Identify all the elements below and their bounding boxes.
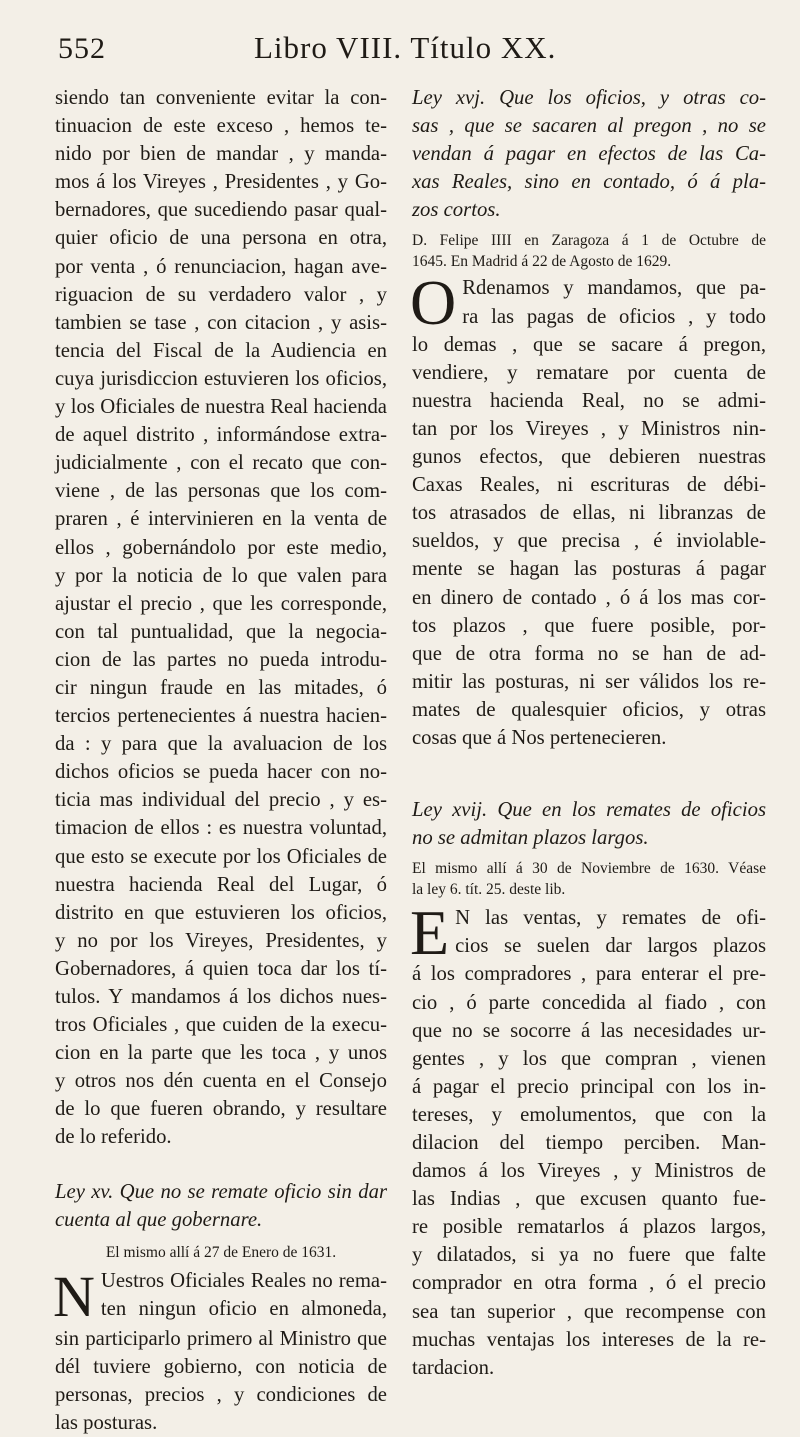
- text-line: Ley xvj. Que los oficios, y otras co-: [412, 87, 766, 109]
- text-line: á pagar el precio principal con los in-: [412, 1075, 766, 1098]
- text-line: tros Oficiales , que cuiden de la execu-: [55, 1014, 387, 1037]
- text-line: zos cortos.: [412, 199, 501, 222]
- law-15-title: [55, 1178, 387, 1234]
- text-line: Uestros Oficiales Reales no rema-: [100, 1269, 387, 1292]
- text-line: Rdenamos y mandamos, que pa-: [462, 277, 766, 300]
- text-line: en dinero de contado , ó á los mas cor-: [412, 586, 766, 609]
- text-line: tencia del Fiscal de la Audiencia en: [55, 339, 387, 362]
- law-17-first-lines: [410, 897, 766, 969]
- text-line: bernadores, que sucediendo pasar qual-: [55, 199, 387, 222]
- text-line: tereses, y emolumentos, que con la: [412, 1103, 766, 1126]
- text-line: vendan á pagar en efectos de las Ca-: [412, 143, 766, 166]
- text-line: y no por los Vireyes, Presidentes, y: [55, 929, 387, 952]
- text-line: ticia mas individual del precio , y es-: [55, 789, 387, 812]
- text-line: ten ningun oficio en almoneda,: [100, 1297, 387, 1320]
- text-line: sueldos, y que precisa , é inviolable-: [412, 530, 766, 553]
- text-line: siendo tan conveniente evitar la con-: [55, 87, 387, 109]
- text-line: Caxas Reales, ni escrituras de débi-: [412, 474, 766, 497]
- law-17-title: [412, 796, 766, 852]
- text-line: cio , ó parte concedida al fiado , con: [412, 991, 766, 1014]
- text-line: cuya jurisdiccion estuvieren los oficios,: [55, 367, 387, 390]
- right-column: [412, 84, 766, 1382]
- text-line: viene , de las personas que los com-: [55, 480, 387, 503]
- text-line: tercios pertenecientes á nuestra hacien-: [55, 705, 387, 728]
- text-line: la ley 6. tít. 25. deste lib.: [412, 881, 566, 899]
- text-line: que esto se execute por los Oficiales de: [55, 845, 387, 868]
- text-line: nuestra hacienda Real, no se admi-: [412, 389, 766, 412]
- text-line: nido por bien de mandar , y manda-: [55, 143, 387, 166]
- text-line: sea tan superior , que recompense con: [412, 1300, 766, 1323]
- text-line: las posturas.: [55, 1412, 158, 1435]
- text-line: y por la noticia de lo que valen para: [55, 564, 387, 587]
- text-line: tos plazos , que fuere posible, por-: [412, 614, 766, 637]
- text-line: con tal puntualidad, que la negocia-: [55, 620, 387, 643]
- law-16-title: [412, 84, 766, 224]
- text-line: que de otra forma no se han de ad-: [412, 642, 766, 665]
- text-line: no se admitan plazos largos.: [412, 827, 649, 850]
- law-15-date: [55, 1242, 387, 1263]
- text-line: cuenta al que gobernare.: [55, 1208, 263, 1231]
- text-line: comprador en otra forma , ó el precio: [412, 1272, 766, 1295]
- text-line: cion en la parte que les toca , y unos: [55, 1042, 387, 1065]
- drop-cap: O: [410, 267, 457, 339]
- text-line: y otros nos dén cuenta en el Consejo: [55, 1070, 387, 1093]
- text-line: á los compradores , para enterar el pre-: [412, 963, 766, 986]
- text-line: vendiere, y rematare por cuenta de: [412, 361, 766, 384]
- text-line: dichos oficios se pueda hacer con no-: [55, 761, 387, 784]
- text-line: nuestra hacienda Real del Lugar, ó: [55, 873, 387, 896]
- text-line: tardacion.: [412, 1356, 495, 1379]
- text-line: re posible rematarlos á plazos largos,: [412, 1216, 766, 1239]
- law-16-date: [412, 230, 766, 272]
- text-line: Ley xv. Que no se remate oficio sin dar: [55, 1180, 387, 1203]
- text-line: por venta , ó renunciacion, hagan ave-: [55, 255, 387, 278]
- text-line: ra las pagas de oficios , y todo: [462, 305, 766, 328]
- text-line: cios se suelen dar largos plazos: [455, 935, 766, 958]
- text-line: Ley xvij. Que en los remates de oficios: [412, 799, 766, 822]
- text-line: da : y para que la avaluacion de los: [55, 733, 387, 756]
- running-title: Libro VIII. Título XX.: [254, 30, 557, 65]
- text-line: Gobernadores, á quien toca dar los tí-: [55, 957, 387, 980]
- text-line: lo demas , que se sacare á pregon,: [412, 333, 766, 356]
- drop-cap: N: [53, 1263, 95, 1329]
- text-line: tos atrasados de ellas, ni libranzas de: [412, 502, 766, 525]
- text-line: gentes , y los que compran , vienen: [412, 1047, 766, 1070]
- law-16-first-lines: [410, 267, 766, 339]
- text-line: cir ningun fraude en las mitades, ó: [55, 676, 387, 699]
- text-line: xas Reales, sino en contado, ó á pla-: [412, 171, 766, 194]
- text-line: cosas que á Nos pertenecieren.: [412, 726, 667, 749]
- text-line: mente se hagan las posturas á pagar: [412, 558, 766, 581]
- text-line: riguacion de su verdadero valor , y: [55, 283, 387, 306]
- text-line: tambien se tase , con citacion , y asis-: [55, 311, 387, 334]
- text-line: 1645. En Madrid á 22 de Agosto de 1629.: [412, 253, 672, 271]
- text-line: tan por los Vireyes , y Ministros nin-: [412, 417, 766, 440]
- text-line: de lo referido.: [55, 1126, 172, 1149]
- text-line: ellos , gobernándolo por este medio,: [55, 536, 387, 559]
- text-line: dilacion del tiempo perciben. Man-: [412, 1132, 766, 1154]
- text-line: mos á los Vireyes , Presidentes , y Go-: [55, 171, 387, 194]
- text-line: muchas ventajas los intereses de la re-: [412, 1328, 766, 1351]
- page-number: 552: [58, 32, 106, 65]
- text-line: distrito en que estuvieren los oficios,: [55, 901, 387, 924]
- text-line: y los Oficiales de nuestra Real hacienda: [55, 396, 387, 419]
- text-line: sin participarlo primero al Ministro que: [55, 1327, 387, 1350]
- text-line: praren , é intervinieren en la venta de: [55, 508, 387, 531]
- text-line: y dilatados, si ya no fuere que falte: [412, 1244, 766, 1267]
- text-line: dél tuviere gobierno, con noticia de: [55, 1355, 387, 1378]
- text-line: judicialmente , con el recato que con-: [55, 452, 387, 475]
- text-line: de lo que fueren obrando, y resultare: [55, 1098, 387, 1121]
- law-16-body: [410, 267, 766, 752]
- text-line: tulos. Y mandamos á los dichos nues-: [55, 986, 387, 1008]
- text-line: las Indias , que excusen quanto fue-: [412, 1188, 766, 1211]
- text-line: mitir las posturas, ni ser válidos los re-: [412, 670, 766, 693]
- text-line: cion de las partes no pueda introdu-: [55, 648, 387, 671]
- law-15-body: [53, 1263, 387, 1437]
- law-15-text: [55, 1325, 387, 1437]
- page-header: [0, 30, 800, 80]
- text-line: D. Felipe IIII en Zaragoza á 1 de Octubre de: [412, 232, 766, 250]
- text-line: N las ventas, y remates de ofi-: [455, 907, 766, 930]
- law-17-body: [410, 897, 766, 1382]
- text-line: El mismo allí á 30 de Noviembre de 1630. Véase: [412, 860, 766, 878]
- text-line: gunos efectos, que debieren nuestras: [412, 446, 766, 469]
- text-line: de aquel distrito , informándose extra-: [55, 424, 387, 447]
- left-column: [55, 84, 387, 1437]
- text-line: ajustar el precio , que les corresponde,: [55, 592, 387, 615]
- continued-paragraph: [55, 84, 387, 1152]
- text-line: que no se socorre á las necesidades ur-: [412, 1019, 766, 1042]
- text-line: sas , que se sacaren al pregon , no se: [412, 115, 766, 138]
- law-16-text: [412, 331, 766, 752]
- text-line: personas, precios , y condiciones de: [55, 1383, 387, 1406]
- text-line: mates de qualesquier oficios, y otras: [412, 698, 766, 721]
- text-line: damos á los Vireyes , y Ministros de: [412, 1160, 766, 1183]
- law-17-text: [412, 960, 766, 1381]
- law-15-first-lines: [53, 1263, 387, 1329]
- law-15-date-text: El mismo allí á 27 de Enero de 1631.: [105, 1243, 337, 1261]
- law-17-date: [412, 858, 766, 900]
- drop-cap: E: [410, 897, 450, 969]
- text-line: quier oficio de una persona en otra,: [55, 227, 387, 250]
- text-line: timacion de ellos : es nuestra voluntad,: [55, 817, 387, 840]
- text-line: tinuacion de este exceso , hemos te-: [55, 115, 387, 138]
